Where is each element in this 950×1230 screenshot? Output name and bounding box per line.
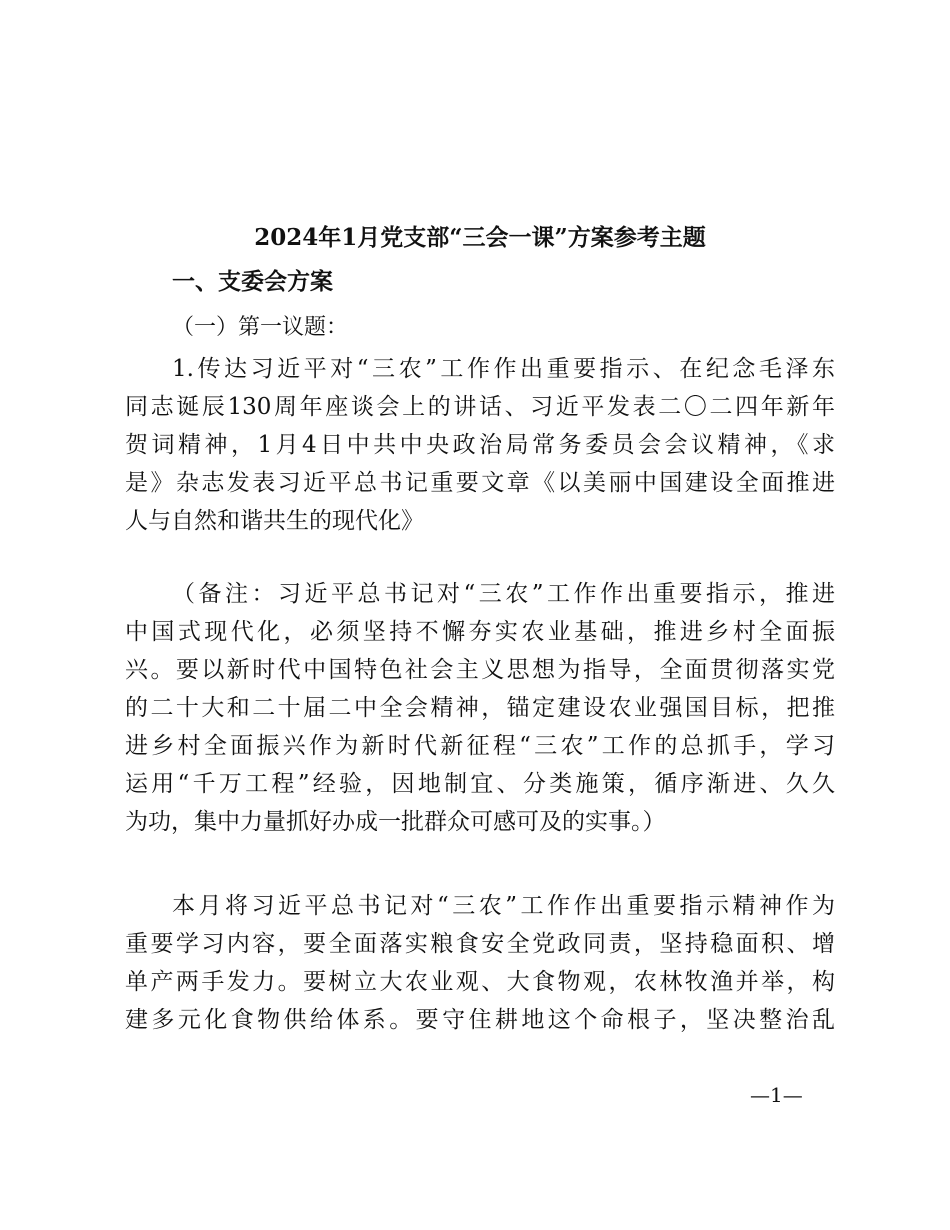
- paragraph-remark: [125, 575, 835, 841]
- paragraph-line: 的二十大和二十届二中全会精神，锚定建设农业强国目标，把推: [125, 695, 835, 721]
- section-heading-branch-committee: 一、支委会方案: [172, 269, 333, 295]
- paragraph-line: 建多元化食物供给体系。要守住耕地这个命根子，坚决整治乱: [125, 1007, 835, 1033]
- paragraph-first-topic-content: [125, 350, 835, 540]
- paragraph-monthly-study: [125, 887, 835, 1039]
- subsection-heading-first-topic: （一）第一议题：: [172, 315, 349, 340]
- paragraph-line: 单产两手发力。要树立大农业观、大食物观，农林牧渔并举，构: [125, 969, 835, 995]
- paragraph-line: 贺词精神，1月4日中共中央政治局常务委员会会议精神，《求: [125, 432, 835, 458]
- paragraph-line: 进乡村全面振兴作为新时代新征程“三农”工作的总抓手，学习: [125, 733, 835, 759]
- paragraph-line: 为功，集中力量抓好办成一批群众可感可及的实事。）: [125, 809, 666, 835]
- paragraph-line: 1.传达习近平对“三农”工作作出重要指示、在纪念毛泽东: [172, 356, 835, 382]
- paragraph-line: 重要学习内容，要全面落实粮食安全党政同责，坚持稳面积、增: [125, 931, 835, 957]
- paragraph-line: 是》杂志发表习近平总书记重要文章《以美丽中国建设全面推进: [125, 470, 835, 496]
- paragraph-line: （备注：习近平总书记对“三农”工作作出重要指示，推进: [172, 581, 835, 607]
- document-title: 2024年1月党支部“三会一课”方案参考主题: [254, 224, 706, 251]
- paragraph-line: 人与自然和谐共生的现代化》: [125, 508, 424, 534]
- paragraph-line: 同志诞辰130周年座谈会上的讲话、习近平发表二〇二四年新年: [125, 394, 835, 420]
- page-number: —1—: [750, 1083, 803, 1107]
- paragraph-line: 本月将习近平总书记对“三农”工作作出重要指示精神作为: [172, 893, 835, 919]
- paragraph-line: 兴。要以新时代中国特色社会主义思想为指导，全面贯彻落实党: [125, 657, 835, 683]
- paragraph-line: 运用“千万工程”经验，因地制宜、分类施策，循序渐进、久久: [125, 771, 835, 797]
- paragraph-line: 中国式现代化，必须坚持不懈夯实农业基础，推进乡村全面振: [125, 619, 835, 645]
